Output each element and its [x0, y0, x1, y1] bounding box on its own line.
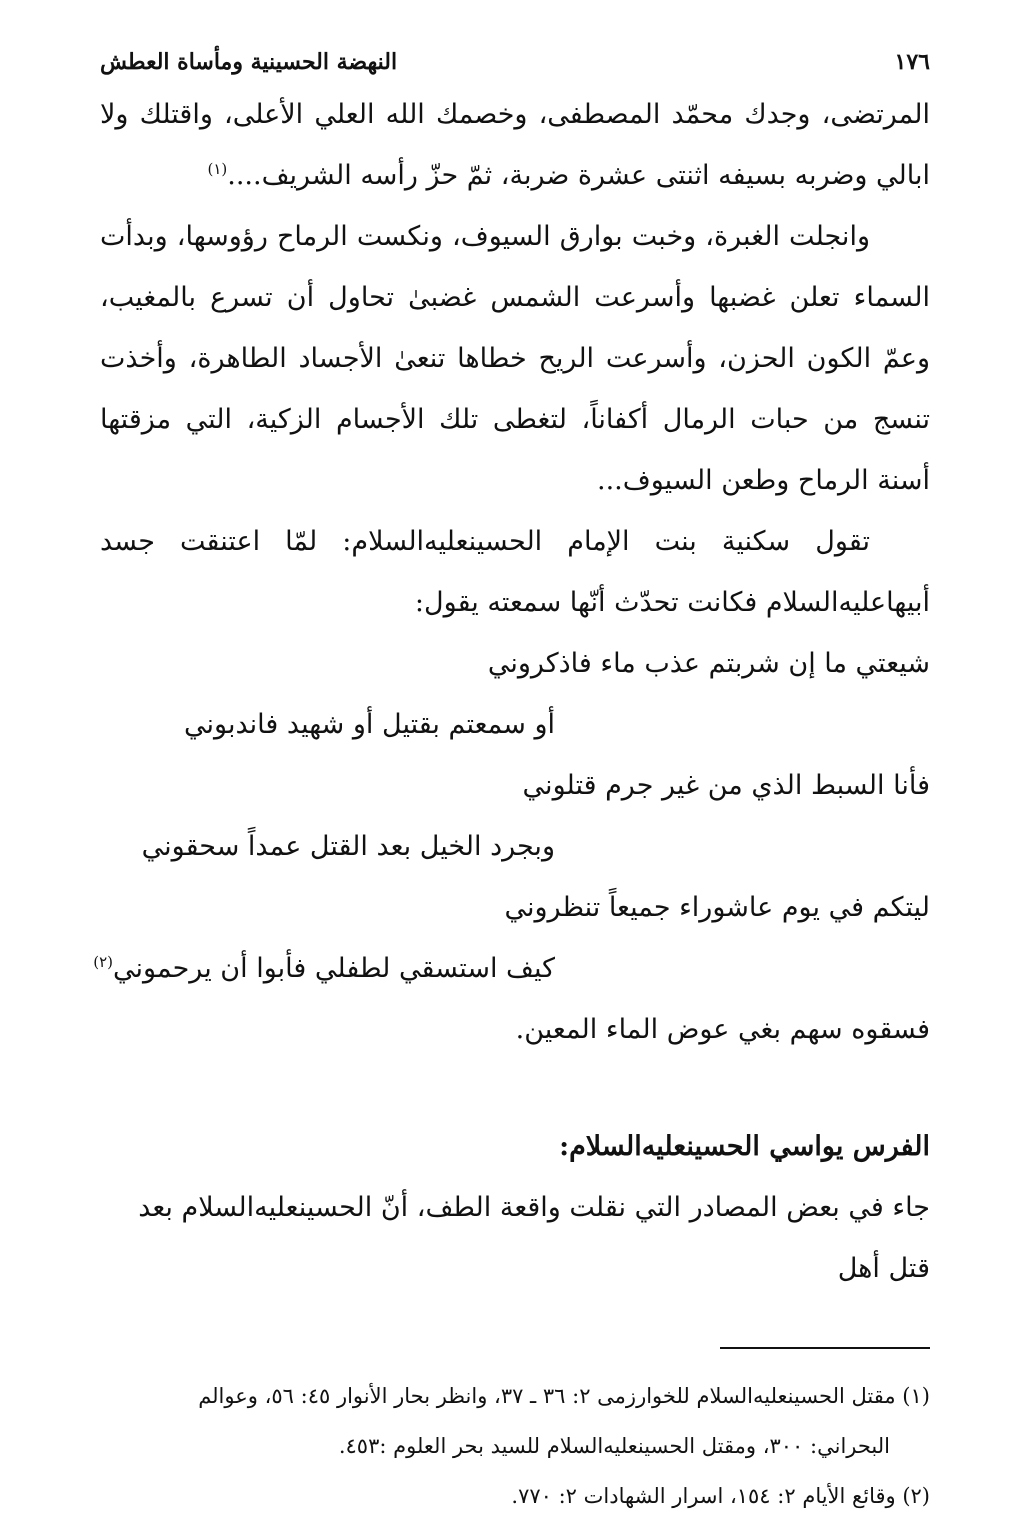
footnote-1-line-2: البحراني: ٣٠٠، ومقتل الحسينعليه‌السلام للسيد بحر العلوم :٤٥٣. [338, 1434, 890, 1458]
paragraph-1 [100, 84, 930, 206]
footnote-ref-1: (١) [207, 160, 228, 178]
paragraph-3: تقول سكنية بنت الإمام الحسينعليه‌السلام: لمّا اعتنقت جسد أبيهاعليه‌السلام فكانت تحدّث أنّها سمعته يقول: [100, 526, 930, 618]
section-heading: الفرس يواسي الحسينعليه‌السلام: [559, 1131, 930, 1162]
body-text [100, 84, 930, 633]
footnote-2: (٢) وقائع الأيام ٢: ١٥٤، اسرار الشهادات ٢: ٧٧٠. [511, 1484, 930, 1508]
footnote-1-line-1: (١) مقتل الحسينعليه‌السلام للخوارزمى ٢: ٣٦ ـ ٣٧، وانظر بحار الأنوار ٤٥: ٥٦، وعوالم [198, 1384, 930, 1408]
book-page [93, 40, 930, 1521]
footnotes [100, 1371, 930, 1521]
poem-line-text: كيف استسقي لطفلي فأبوا أن يرحموني [113, 953, 555, 984]
footnote-divider [720, 1347, 930, 1349]
closing-line: فسقوه سهم بغي عوض الماء المعين. [515, 1014, 930, 1045]
paragraph-1-text: المرتضى، وجدك محمّد المصطفى، وخصمك الله العلي الأعلى، واقتلك ولا ابالي وضربه بسيفه اثنتى عشرة ضربة، ثمّ حزّ رأسه الشريف.... [100, 99, 930, 191]
poem-line: ليتكم في يوم عاشوراء جميعاً تنظروني [504, 892, 930, 923]
poem-line: وبجرد الخيل بعد القتل عمداً سحقوني [141, 831, 555, 862]
poem [93, 633, 930, 999]
running-title: النهضة الحسينية ومأساة العطش [100, 49, 398, 75]
section-text: جاء في بعض المصادر التي نقلت واقعة الطف، أنّ الحسينعليه‌السلام بعد قتل أهل [138, 1192, 930, 1284]
page-number: ١٧٦ [894, 49, 930, 75]
footnote-ref-2: (٢) [93, 953, 114, 971]
page-header [100, 40, 930, 84]
poem-line: شيعتي ما إن شربتم عذب ماء فاذكروني [487, 648, 930, 679]
poem-line: فأنا السبط الذي من غير جرم قتلوني [522, 770, 930, 801]
paragraph-2: وانجلت الغبرة، وخبت بوارق السيوف، ونكست الرماح رؤوسها، وبدأت السماء تعلن غضبها وأسرعت الشمس غضبىٰ تحاول أن تسرع بالمغيب، وعمّ الكون الحزن، وأسرعت الريح خطاها تنعىٰ الأجساد الطاهرة، وأخذت تنسج من حبات الرمال أكفاناً، لتغطى تلك الأجسام الزكية، التي مزقتها أسنة الرماح وطعن السيوف... [100, 221, 930, 496]
poem-line [93, 938, 930, 999]
poem-line: أو سمعتم بقتيل أو شهيد فاندبوني [184, 709, 555, 740]
